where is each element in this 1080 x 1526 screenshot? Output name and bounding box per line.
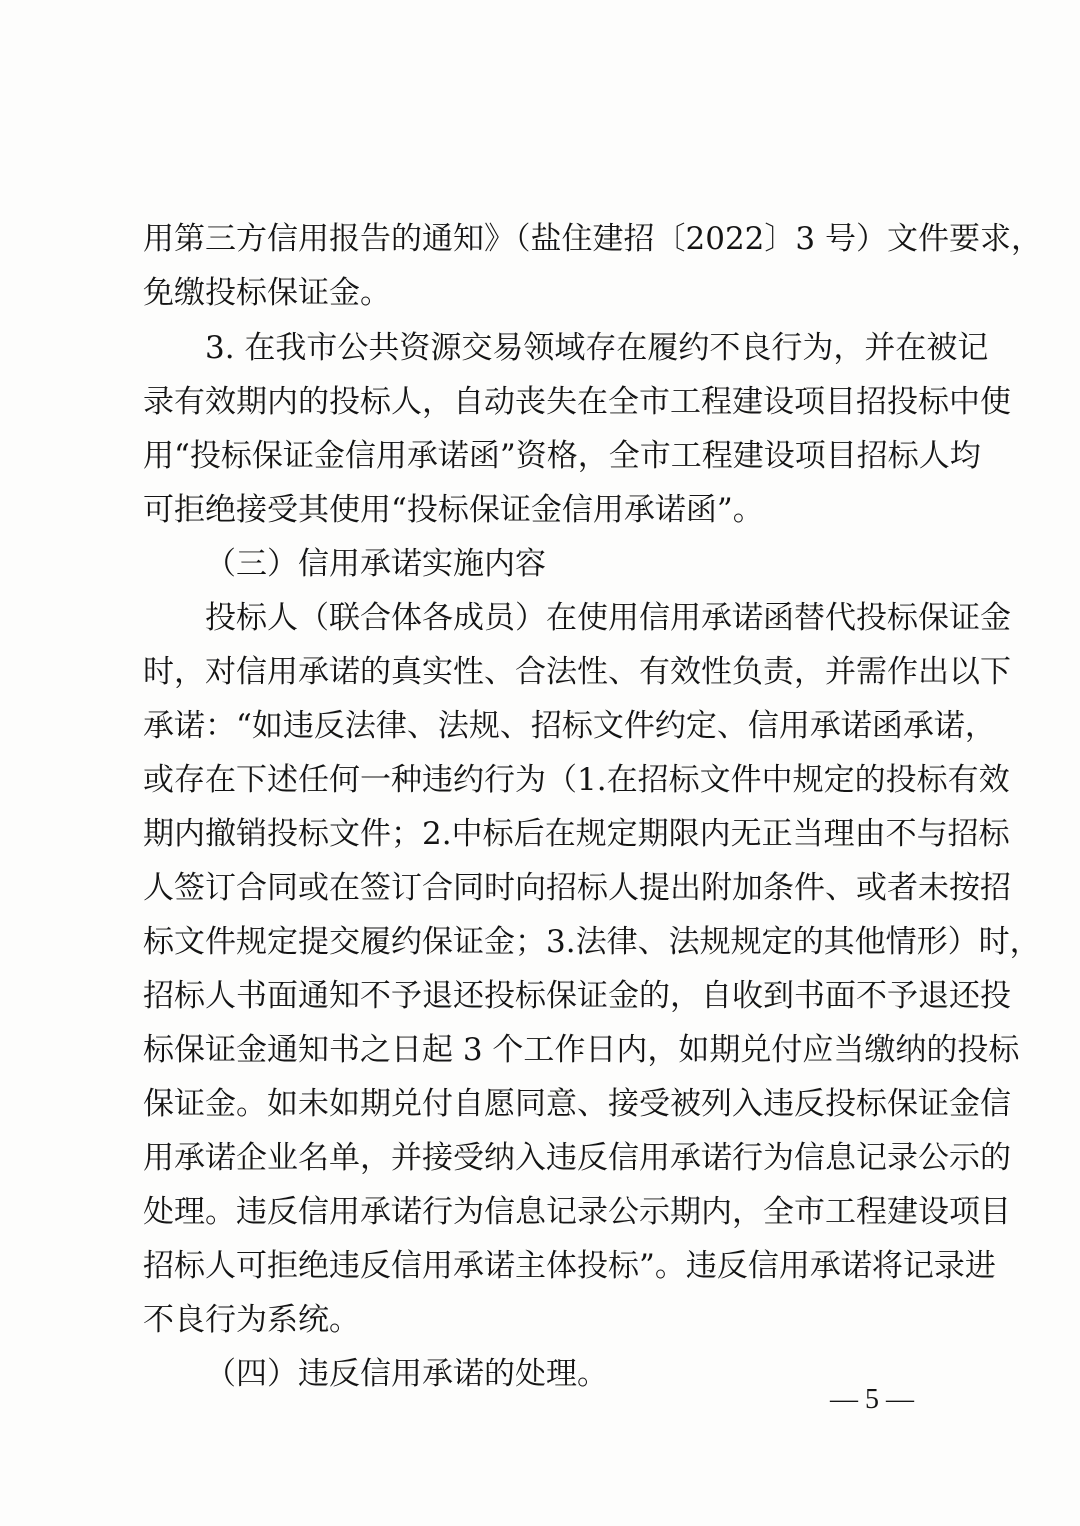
body-line: 用“投标保证金信用承诺函”资格，全市工程建设项目招标人均 (143, 438, 981, 474)
body-line: 期内撤销投标文件；2.中标后在规定期限内无正当理由不与招标 (143, 816, 1010, 852)
body-line: 时，对信用承诺的真实性、合法性、有效性负责，并需作出以下 (143, 654, 1011, 690)
body-line: 用承诺企业名单，并接受纳入违反信用承诺行为信息记录公示的 (143, 1140, 1011, 1176)
page-number: — 5 — (830, 1384, 914, 1415)
section-heading: （四）违反信用承诺的处理。 (205, 1356, 608, 1392)
body-line: 承诺：“如违反法律、法规、招标文件约定、信用承诺函承诺， (143, 708, 996, 744)
body-line: 录有效期内的投标人，自动丧失在全市工程建设项目招投标中使 (143, 384, 1011, 420)
body-line: 投标人（联合体各成员）在使用信用承诺函替代投标保证金 (205, 600, 1011, 636)
body-line: 免缴投标保证金。 (143, 275, 391, 311)
body-line: 保证金。如未如期兑付自愿同意、接受被列入违反投标保证金信 (143, 1086, 1011, 1122)
body-line: 不良行为系统。 (143, 1302, 360, 1338)
section-heading: （三）信用承诺实施内容 (205, 546, 546, 582)
body-line: 或存在下述任何一种违约行为（1.在招标文件中规定的投标有效 (143, 762, 1010, 798)
body-line: 处理。违反信用承诺行为信息记录公示期内，全市工程建设项目 (143, 1194, 1011, 1230)
body-line: 招标人书面通知不予退还投标保证金的，自收到书面不予退还投 (143, 978, 1011, 1014)
body-line: 可拒绝接受其使用“投标保证金信用承诺函”。 (143, 492, 764, 528)
body-line: 标保证金通知书之日起 3 个工作日内，如期兑付应当缴纳的投标 (143, 1032, 1020, 1068)
body-line: 标文件规定提交履约保证金；3.法律、法规规定的其他情形）时， (143, 924, 1041, 960)
body-line: 3. 在我市公共资源交易领域存在履约不良行为，并在被记 (205, 330, 989, 366)
body-line: 招标人可拒绝违反信用承诺主体投标”。违反信用承诺将记录进 (143, 1248, 996, 1284)
body-line: 人签订合同或在签订合同时向招标人提出附加条件、或者未按招 (143, 870, 1011, 906)
body-line: 用第三方信用报告的通知》（盐住建招〔2022〕3 号）文件要求， (143, 221, 1042, 257)
